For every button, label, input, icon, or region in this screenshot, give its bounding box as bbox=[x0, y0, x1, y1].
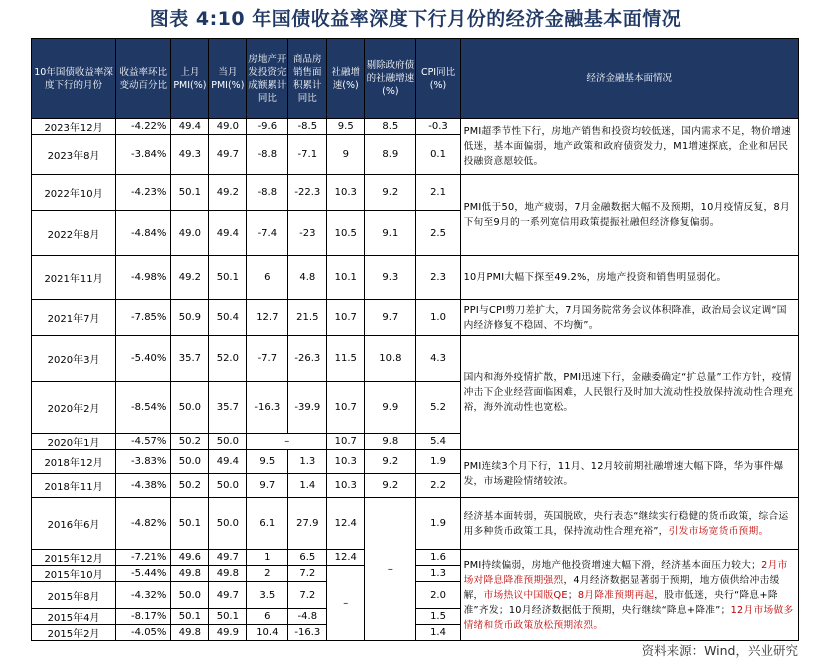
realestate-cell: 9.7 bbox=[247, 474, 288, 498]
month-cell: 2015年8月 bbox=[32, 582, 116, 609]
sales-cell: -7.1 bbox=[288, 135, 327, 175]
month-cell: 2023年12月 bbox=[32, 119, 116, 135]
description-text: PMI持续偏弱，房地产他投资增速大幅下滑，经济基本面压力较大； bbox=[463, 559, 762, 571]
realestate-cell: 12.7 bbox=[247, 300, 288, 336]
sf-cell: 10.1 bbox=[327, 256, 365, 300]
description-cell: PPI与CPI剪刀差扩大，7月国务院常务会议体积降准，政治局会议定调“国内经济修复不稳固、不均衡”。 bbox=[460, 300, 798, 336]
pmi-cell: 50.0 bbox=[209, 498, 247, 550]
sf-cell: 10.7 bbox=[327, 300, 365, 336]
month-cell: 2023年8月 bbox=[32, 135, 116, 175]
month-cell: 2022年10月 bbox=[32, 175, 116, 211]
cpi-cell: 2.1 bbox=[416, 175, 460, 211]
pmi-cell: 50.1 bbox=[209, 609, 247, 625]
table-row bbox=[32, 550, 799, 566]
header-prev-pmi: 上月PMI(%) bbox=[171, 39, 209, 119]
month-cell: 2015年4月 bbox=[32, 609, 116, 625]
sf-cell: 9 bbox=[327, 135, 365, 175]
cpi-cell: 1.0 bbox=[416, 300, 460, 336]
economic-table bbox=[31, 38, 799, 641]
month-cell: 2018年11月 bbox=[32, 474, 116, 498]
yield-change-cell: -4.32% bbox=[116, 582, 171, 609]
sales-cell: -16.3 bbox=[288, 625, 327, 641]
yield-change-cell: -4.98% bbox=[116, 256, 171, 300]
description-text: ，股市低迷，央行“降息+降准”齐发；10月经济数据低于预期，央行继续“降息+降准”； bbox=[463, 589, 778, 616]
realestate-cell: -16.3 bbox=[247, 382, 288, 434]
yield-change-cell: -7.85% bbox=[116, 300, 171, 336]
cpi-cell: 1.4 bbox=[416, 625, 460, 641]
header-social-financing-ex-gov: 剔除政府债的社融增速(%) bbox=[365, 39, 416, 119]
pmi-cell: 49.8 bbox=[209, 566, 247, 582]
pmi-cell: 50.1 bbox=[209, 256, 247, 300]
cpi-cell: 1.3 bbox=[416, 566, 460, 582]
month-cell: 2015年12月 bbox=[32, 550, 116, 566]
cpi-cell: -0.3 bbox=[416, 119, 460, 135]
cpi-cell: 1.5 bbox=[416, 609, 460, 625]
header-month: 10年国债收益率深度下行的月份 bbox=[32, 39, 116, 119]
month-cell: 2016年6月 bbox=[32, 498, 116, 550]
prev-pmi-cell: 50.1 bbox=[171, 498, 209, 550]
header-fundamentals: 经济金融基本面情况 bbox=[460, 39, 798, 119]
realestate-cell: -7.4 bbox=[247, 211, 288, 256]
pmi-cell: 49.9 bbox=[209, 625, 247, 641]
realestate-cell: 6.1 bbox=[247, 498, 288, 550]
yield-change-cell: -4.38% bbox=[116, 474, 171, 498]
prev-pmi-cell: 50.1 bbox=[171, 175, 209, 211]
realestate-cell: -9.6 bbox=[247, 119, 288, 135]
cpi-cell: 1.9 bbox=[416, 450, 460, 474]
description-highlight: 引发市场宽货币预期。 bbox=[668, 525, 769, 537]
yield-change-cell: -4.84% bbox=[116, 211, 171, 256]
description-cell: PMI连续3个月下行，11月、12月较前期社融增速大幅下降，华为事件爆发，市场避险情绪较浓。 bbox=[460, 450, 798, 498]
cpi-cell: 1.9 bbox=[416, 498, 460, 550]
prev-pmi-cell: 35.7 bbox=[171, 336, 209, 382]
pmi-cell: 50.4 bbox=[209, 300, 247, 336]
sf-exgov-cell: 9.8 bbox=[365, 434, 416, 450]
prev-pmi-cell: 50.2 bbox=[171, 474, 209, 498]
table-row bbox=[32, 450, 799, 474]
table-row bbox=[32, 175, 799, 211]
cpi-cell: 2.2 bbox=[416, 474, 460, 498]
sf-cell: 10.3 bbox=[327, 450, 365, 474]
sales-cell: 1.4 bbox=[288, 474, 327, 498]
yield-change-cell: -7.21% bbox=[116, 550, 171, 566]
pmi-cell: 49.7 bbox=[209, 550, 247, 566]
sf-cell: 10.7 bbox=[327, 434, 365, 450]
realestate-cell: 10.4 bbox=[247, 625, 288, 641]
description-highlight: 市场热议中国版QE bbox=[483, 589, 568, 601]
realestate-cell: 6 bbox=[247, 256, 288, 300]
yield-change-cell: -4.22% bbox=[116, 119, 171, 135]
cpi-cell: 4.3 bbox=[416, 336, 460, 382]
header-housing-sales: 商品房销售面积累计同比 bbox=[288, 39, 327, 119]
prev-pmi-cell: 50.0 bbox=[171, 382, 209, 434]
description-cell: PMI超季节性下行，房地产销售和投资均较低迷，国内需求不足，物价增速低迷，基本面偏弱，地产政策和政府债资发力，M1增速探底，企业和居民投融资意愿较低。 bbox=[460, 119, 798, 175]
prev-pmi-cell: 50.1 bbox=[171, 609, 209, 625]
sales-cell: 27.9 bbox=[288, 498, 327, 550]
yield-change-cell: -3.83% bbox=[116, 450, 171, 474]
sales-cell: 7.2 bbox=[288, 582, 327, 609]
description-cell bbox=[460, 498, 798, 550]
cpi-cell: 1.6 bbox=[416, 550, 460, 566]
yield-change-cell: -3.84% bbox=[116, 135, 171, 175]
pmi-cell: 49.7 bbox=[209, 582, 247, 609]
description-cell bbox=[460, 550, 798, 641]
sf-cell: 9.5 bbox=[327, 119, 365, 135]
realestate-cell: 6 bbox=[247, 609, 288, 625]
sf-exgov-cell: 8.5 bbox=[365, 119, 416, 135]
sf-cell: 12.4 bbox=[327, 498, 365, 550]
cpi-cell: 5.4 bbox=[416, 434, 460, 450]
sales-cell: -39.9 bbox=[288, 382, 327, 434]
sales-cell: 6.5 bbox=[288, 550, 327, 566]
table-row bbox=[32, 119, 799, 135]
pmi-cell: 49.2 bbox=[209, 175, 247, 211]
sf-exgov-cell: 9.9 bbox=[365, 382, 416, 434]
prev-pmi-cell: 49.4 bbox=[171, 119, 209, 135]
realestate-cell: 3.5 bbox=[247, 582, 288, 609]
prev-pmi-cell: 50.0 bbox=[171, 582, 209, 609]
table-row bbox=[32, 256, 799, 300]
sales-cell: 21.5 bbox=[288, 300, 327, 336]
pmi-cell: 50.0 bbox=[209, 474, 247, 498]
yield-change-cell: -8.17% bbox=[116, 609, 171, 625]
month-cell: 2021年7月 bbox=[32, 300, 116, 336]
sales-cell: -26.3 bbox=[288, 336, 327, 382]
month-cell: 2020年1月 bbox=[32, 434, 116, 450]
sf-exgov-merged-cell: – bbox=[365, 498, 416, 641]
sf-exgov-cell: 10.8 bbox=[365, 336, 416, 382]
sales-cell: -23 bbox=[288, 211, 327, 256]
yield-change-cell: -4.57% bbox=[116, 434, 171, 450]
cpi-cell: 2.3 bbox=[416, 256, 460, 300]
prev-pmi-cell: 49.2 bbox=[171, 256, 209, 300]
description-cell: 国内和海外疫情扩散，PMI迅速下行，金融委确定“扩总量”工作方针，疫情冲击下企业经营面临困难，人民银行及时加大流动性投放保持流动性合理充裕，海外流动性也宽松。 bbox=[460, 336, 798, 450]
yield-change-cell: -5.44% bbox=[116, 566, 171, 582]
pmi-cell: 52.0 bbox=[209, 336, 247, 382]
sf-exgov-cell: 9.7 bbox=[365, 300, 416, 336]
prev-pmi-cell: 50.2 bbox=[171, 434, 209, 450]
sf-merged-cell: – bbox=[327, 566, 365, 641]
month-cell: 2015年10月 bbox=[32, 566, 116, 582]
prev-pmi-cell: 49.6 bbox=[171, 550, 209, 566]
prev-pmi-cell: 49.8 bbox=[171, 566, 209, 582]
source-note: 资料来源：Wind，兴业研究 bbox=[641, 643, 798, 658]
sales-cell: 4.8 bbox=[288, 256, 327, 300]
header-pmi: 当月PMI(%) bbox=[209, 39, 247, 119]
description-text: 经济基本面转弱，英国脱欧，央行表态“继续实行稳健的货币政策，综合运用多种货币政策工具，保持流动性合理充裕”， bbox=[463, 510, 789, 537]
pmi-cell: 50.0 bbox=[209, 434, 247, 450]
sf-exgov-cell: 9.2 bbox=[365, 450, 416, 474]
sales-cell: 7.2 bbox=[288, 566, 327, 582]
table-row bbox=[32, 498, 799, 550]
prev-pmi-cell: 49.8 bbox=[171, 625, 209, 641]
yield-change-cell: -4.05% bbox=[116, 625, 171, 641]
header-social-financing: 社融增速(%) bbox=[327, 39, 365, 119]
sf-cell: 10.3 bbox=[327, 474, 365, 498]
yield-change-cell: -4.23% bbox=[116, 175, 171, 211]
month-cell: 2015年2月 bbox=[32, 625, 116, 641]
description-cell: 10月PMI大幅下探至49.2%，房地产投资和销售明显弱化。 bbox=[460, 256, 798, 300]
sf-cell: 10.5 bbox=[327, 211, 365, 256]
page-title: 图表 4:10 年国债收益率深度下行月份的经济金融基本面情况 bbox=[149, 8, 682, 30]
pmi-cell: 49.7 bbox=[209, 135, 247, 175]
prev-pmi-cell: 50.0 bbox=[171, 450, 209, 474]
sales-cell: -4.8 bbox=[288, 609, 327, 625]
sf-exgov-cell: 9.2 bbox=[365, 175, 416, 211]
sf-cell: 10.3 bbox=[327, 175, 365, 211]
sales-cell: -22.3 bbox=[288, 175, 327, 211]
month-cell: 2020年2月 bbox=[32, 382, 116, 434]
yield-change-cell: -4.82% bbox=[116, 498, 171, 550]
month-cell: 2022年8月 bbox=[32, 211, 116, 256]
prev-pmi-cell: 50.9 bbox=[171, 300, 209, 336]
month-cell: 2018年12月 bbox=[32, 450, 116, 474]
description-text: ，4月经济数据显著弱于预期，地方债供给冲击缓解， bbox=[463, 574, 780, 601]
cpi-cell: 5.2 bbox=[416, 382, 460, 434]
sf-cell: 10.7 bbox=[327, 382, 365, 434]
realestate-cell: 2 bbox=[247, 566, 288, 582]
realestate-cell: -8.8 bbox=[247, 175, 288, 211]
description-cell: PMI低于50，地产疲弱，7月金融数据大幅不及预期，10月疫情反复，8月下旬至9月的一系列宽信用政策提振社融但经济修复偏弱。 bbox=[460, 175, 798, 256]
sales-cell: -8.5 bbox=[288, 119, 327, 135]
pmi-cell: 49.4 bbox=[209, 211, 247, 256]
prev-pmi-cell: 49.3 bbox=[171, 135, 209, 175]
realestate-cell: -7.7 bbox=[247, 336, 288, 382]
month-cell: 2020年3月 bbox=[32, 336, 116, 382]
description-highlight: 12月市场做多情绪和货币政策放松预期浓烈。 bbox=[463, 604, 794, 631]
sf-exgov-cell: 8.9 bbox=[365, 135, 416, 175]
sf-exgov-cell: 9.1 bbox=[365, 211, 416, 256]
sf-cell: 11.5 bbox=[327, 336, 365, 382]
pmi-cell: 49.0 bbox=[209, 119, 247, 135]
description-highlight: 8月降准预期再起 bbox=[577, 589, 655, 601]
month-cell: 2021年11月 bbox=[32, 256, 116, 300]
realestate-cell: – bbox=[247, 434, 327, 450]
cpi-cell: 2.5 bbox=[416, 211, 460, 256]
yield-change-cell: -5.40% bbox=[116, 336, 171, 382]
header-yield-change: 收益率环比变动百分比 bbox=[116, 39, 171, 119]
cpi-cell: 2.0 bbox=[416, 582, 460, 609]
header-cpi: CPI同比(%) bbox=[416, 39, 460, 119]
yield-change-cell: -8.54% bbox=[116, 382, 171, 434]
pmi-cell: 35.7 bbox=[209, 382, 247, 434]
sf-cell: 12.4 bbox=[327, 550, 365, 566]
sf-exgov-cell: 9.2 bbox=[365, 474, 416, 498]
realestate-cell: 1 bbox=[247, 550, 288, 566]
header-realestate-invest: 房地产开发投资完成额累计同比 bbox=[247, 39, 288, 119]
prev-pmi-cell: 49.0 bbox=[171, 211, 209, 256]
cpi-cell: 0.1 bbox=[416, 135, 460, 175]
description-text: ； bbox=[567, 589, 578, 601]
pmi-cell: 49.4 bbox=[209, 450, 247, 474]
realestate-cell: 9.5 bbox=[247, 450, 288, 474]
description-highlight: 2月市场对降息降准预期强烈 bbox=[463, 559, 788, 586]
table-row bbox=[32, 300, 799, 336]
realestate-cell: -8.8 bbox=[247, 135, 288, 175]
sales-cell: 1.3 bbox=[288, 450, 327, 474]
table-row bbox=[32, 336, 799, 382]
sf-exgov-cell: 9.3 bbox=[365, 256, 416, 300]
